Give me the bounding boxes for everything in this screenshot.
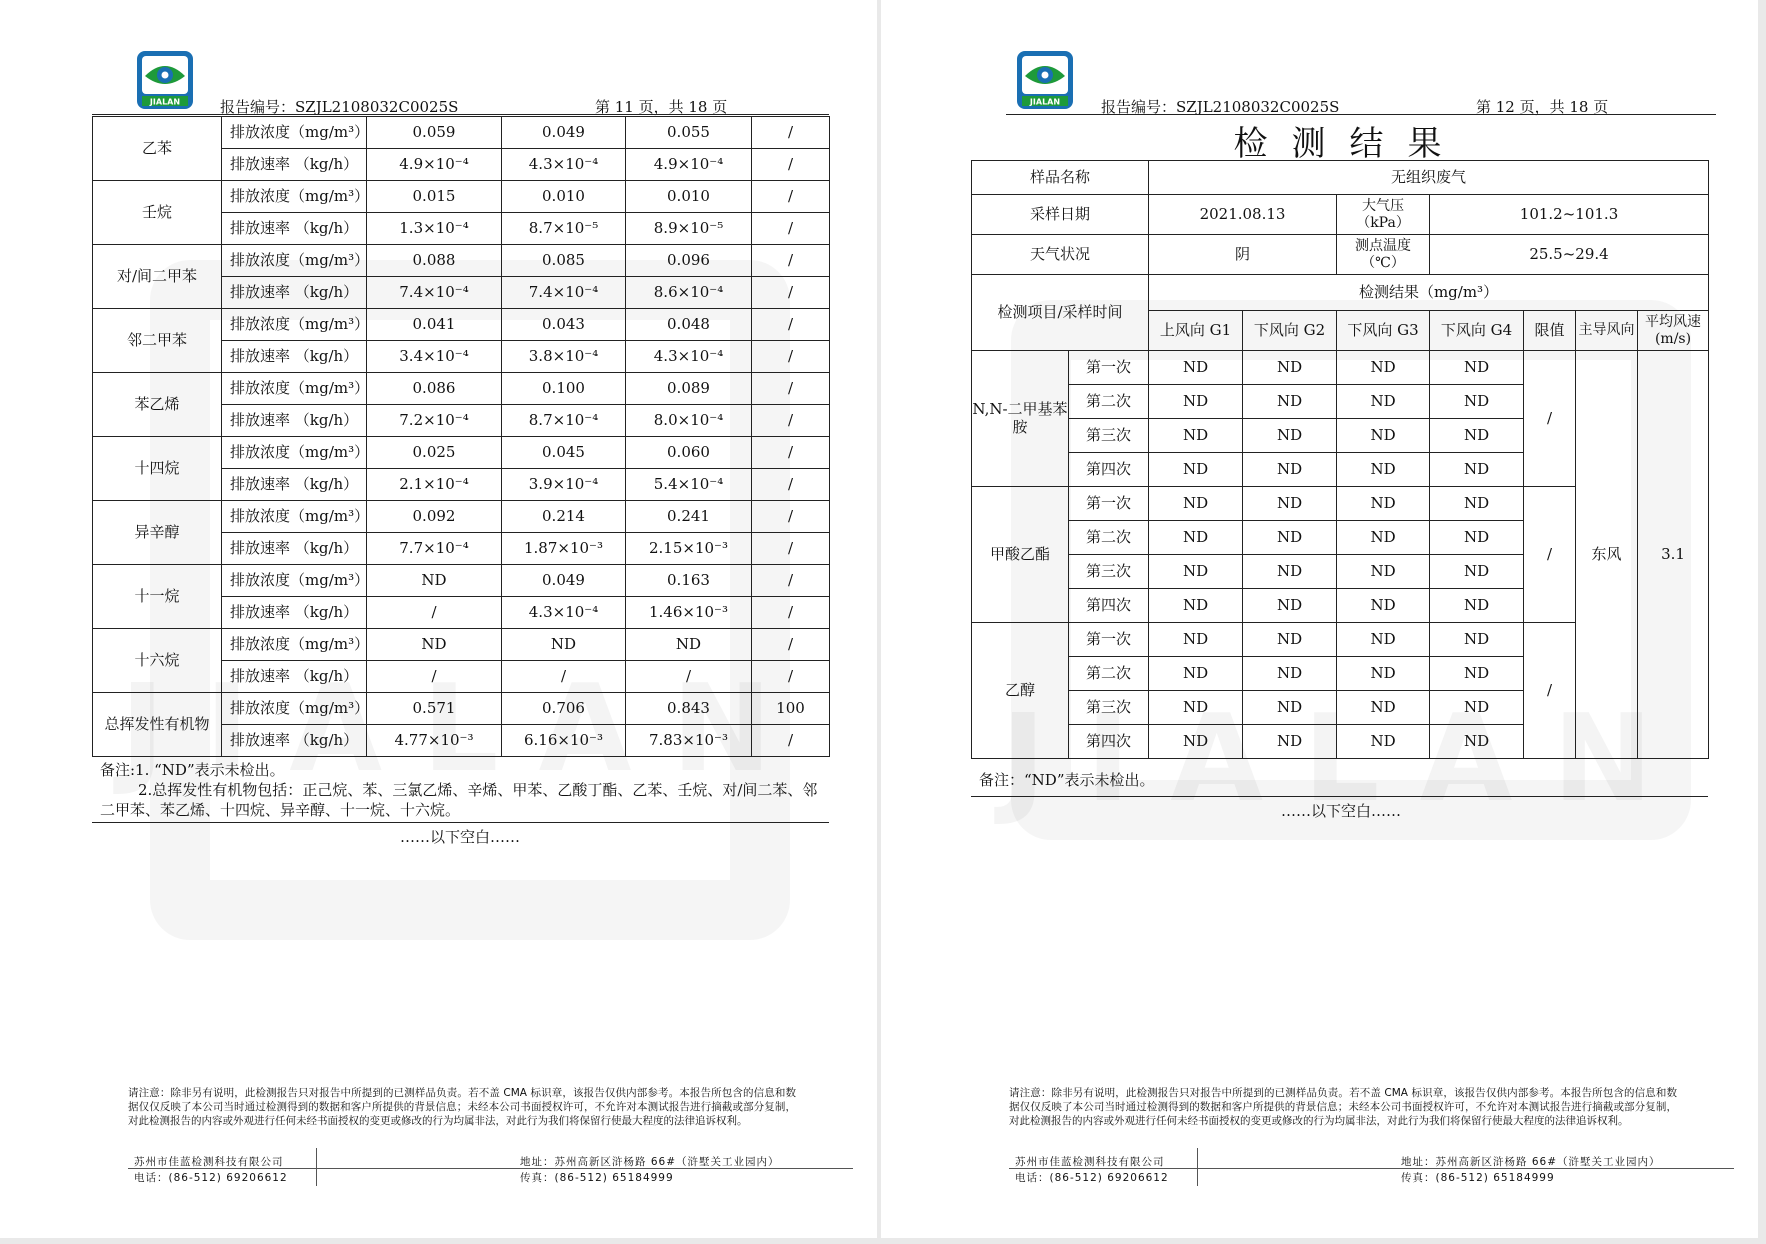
result-value: ND	[1430, 385, 1524, 419]
concentration-value: 0.010	[502, 181, 626, 213]
disclaimer: 请注意：除非另有说明，此检测报告只对报告中所提到的已测样品负责。若不盖 CMA 标识章，该报告仅供内部参考。本报告所包含的信息和数据仅仅反映了本公司当时通过检测得到的数据和客户所提供的背景信息；未经本公司书面授权许可，不允许对本测试报告进行摘截或部分复制，对此检测报告的内容或外观进行任何未经书面授权的变更或修改的行为均属非法，对此行为我们将保留行使最大程度的法律追诉权利。	[128, 1087, 796, 1127]
concentration-value: 0.085	[502, 245, 626, 277]
concentration-value: 0.706	[502, 693, 626, 725]
compound-name: 异辛醇	[93, 501, 222, 565]
limit-value: /	[1524, 351, 1576, 487]
pressure-label: 大气压（kPa）	[1337, 195, 1430, 235]
table-row	[93, 501, 830, 533]
table-row	[93, 693, 830, 725]
result-value: ND	[1243, 725, 1337, 759]
compound-name: 苯乙烯	[93, 373, 222, 437]
logo-wordmark	[136, 50, 194, 110]
rate-label: 排放速率 （kg/h）	[222, 213, 367, 245]
concentration-value: 0.092	[367, 501, 502, 533]
result-value: ND	[1149, 623, 1243, 657]
concentration-value: 0.048	[626, 309, 752, 341]
result-value: ND	[1149, 589, 1243, 623]
concentration-value: /	[752, 565, 830, 597]
page-number: 第 11 页，共 18 页	[595, 98, 728, 116]
result-value: ND	[1337, 521, 1430, 555]
rate-value: /	[367, 597, 502, 629]
rate-value: 7.4×10⁻⁴	[502, 277, 626, 309]
sampling-round: 第三次	[1069, 555, 1149, 589]
concentration-value: 0.241	[626, 501, 752, 533]
rate-label: 排放速率 （kg/h）	[222, 277, 367, 309]
concentration-value: 0.059	[367, 117, 502, 149]
rate-value: 7.83×10⁻³	[626, 725, 752, 757]
rate-value: 1.87×10⁻³	[502, 533, 626, 565]
concentration-value: /	[752, 629, 830, 661]
concentration-label: 排放浓度（mg/m³）	[222, 501, 367, 533]
concentration-value: 0.571	[367, 693, 502, 725]
wind-speed-header: 平均风速(m/s)	[1638, 311, 1709, 351]
sampling-date-label: 采样日期	[972, 195, 1149, 235]
result-value: ND	[1243, 419, 1337, 453]
result-value: ND	[1337, 691, 1430, 725]
wind-direction-header: 主导风向	[1576, 311, 1638, 351]
concentration-value: 0.088	[367, 245, 502, 277]
rate-value: 7.2×10⁻⁴	[367, 405, 502, 437]
rate-value: 5.4×10⁻⁴	[626, 469, 752, 501]
concentration-label: 排放浓度（mg/m³）	[222, 437, 367, 469]
concentration-value: 100	[752, 693, 830, 725]
result-value: ND	[1430, 487, 1524, 521]
rate-value: 8.6×10⁻⁴	[626, 277, 752, 309]
rate-label: 排放速率 （kg/h）	[222, 533, 367, 565]
concentration-value: 0.060	[626, 437, 752, 469]
logo-wordmark	[1016, 50, 1074, 110]
note-line-1: 备注:1. “ND”表示未检出。	[100, 761, 285, 779]
table-row	[93, 373, 830, 405]
result-value: ND	[1149, 521, 1243, 555]
concentration-value: ND	[367, 565, 502, 597]
report-page-12	[881, 0, 1758, 1238]
rate-value: 3.9×10⁻⁴	[502, 469, 626, 501]
rate-label: 排放速率 （kg/h）	[222, 405, 367, 437]
result-value: ND	[1430, 725, 1524, 759]
rate-value: /	[626, 661, 752, 693]
concentration-value: 0.049	[502, 117, 626, 149]
rate-value: 1.3×10⁻⁴	[367, 213, 502, 245]
temperature-value: 25.5~29.4	[1430, 235, 1709, 275]
result-value: ND	[1243, 555, 1337, 589]
footer-rule	[1009, 1168, 1734, 1169]
compound-name: 壬烷	[93, 181, 222, 245]
wind-speed-value: 3.1	[1638, 351, 1709, 759]
concentration-value: ND	[626, 629, 752, 661]
column-header: 下风向 G3	[1337, 311, 1430, 351]
note-bottom-rule	[92, 822, 829, 823]
concentration-value: /	[752, 501, 830, 533]
concentration-value: 0.041	[367, 309, 502, 341]
concentration-value: /	[752, 309, 830, 341]
header-rule	[1006, 114, 1716, 115]
result-unit-label: 检测结果（mg/m³）	[1149, 275, 1709, 311]
company-name: 苏州市佳蓝检测科技有限公司	[134, 1156, 284, 1168]
rate-value: 4.3×10⁻⁴	[626, 341, 752, 373]
rate-value: 7.7×10⁻⁴	[367, 533, 502, 565]
rate-value: /	[752, 341, 830, 373]
rate-label: 排放速率 （kg/h）	[222, 341, 367, 373]
sample-name-value: 无组织废气	[1149, 161, 1709, 195]
address: 地址：苏州高新区浒杨路 66#（浒墅关工业园内）	[520, 1156, 780, 1168]
result-value: ND	[1430, 555, 1524, 589]
emission-results-table	[92, 116, 830, 757]
rate-value: /	[752, 213, 830, 245]
rate-label: 排放速率 （kg/h）	[222, 725, 367, 757]
table-row	[93, 117, 830, 149]
row-sampling-date	[972, 195, 1709, 235]
table-row	[93, 629, 830, 661]
rate-value: 8.7×10⁻⁵	[502, 213, 626, 245]
result-value: ND	[1149, 385, 1243, 419]
compound-name: 十四烷	[93, 437, 222, 501]
result-value: ND	[1430, 453, 1524, 487]
table-row	[972, 351, 1709, 385]
fugitive-gas-results-table	[971, 160, 1709, 759]
sampling-round: 第一次	[1069, 623, 1149, 657]
concentration-value: 0.010	[626, 181, 752, 213]
rate-value: 2.15×10⁻³	[626, 533, 752, 565]
rate-value: 1.46×10⁻³	[626, 597, 752, 629]
rate-value: 3.8×10⁻⁴	[502, 341, 626, 373]
row-result-header	[972, 275, 1709, 311]
compound-name: 对/间二甲苯	[93, 245, 222, 309]
logo-text: JIALAN	[149, 97, 181, 107]
disclaimer: 请注意：除非另有说明，此检测报告只对报告中所提到的已测样品负责。若不盖 CMA 标识章，该报告仅供内部参考。本报告所包含的信息和数据仅仅反映了本公司当时通过检测得到的数据和客户所提供的背景信息；未经本公司书面授权许可，不允许对本测试报告进行摘截或部分复制，对此检测报告的内容或外观进行任何未经书面授权的变更或修改的行为均属非法，对此行为我们将保留行使最大程度的法律追诉权利。	[1009, 1087, 1677, 1127]
result-value: ND	[1149, 555, 1243, 589]
sample-name-label: 样品名称	[972, 161, 1149, 195]
concentration-label: 排放浓度（mg/m³）	[222, 693, 367, 725]
limit-value: /	[1524, 623, 1576, 759]
result-value: ND	[1337, 657, 1430, 691]
rate-value: 6.16×10⁻³	[502, 725, 626, 757]
page-title: 检测结果	[1233, 124, 1466, 164]
concentration-value: 0.214	[502, 501, 626, 533]
result-value: ND	[1430, 691, 1524, 725]
address: 地址：苏州高新区浒杨路 66#（浒墅关工业园内）	[1401, 1156, 1661, 1168]
rate-value: 4.77×10⁻³	[367, 725, 502, 757]
concentration-label: 排放浓度（mg/m³）	[222, 245, 367, 277]
compound-name: 乙苯	[93, 117, 222, 181]
wind-direction-value: 东风	[1576, 351, 1638, 759]
sampling-round: 第三次	[1069, 691, 1149, 725]
rate-value: 4.9×10⁻⁴	[367, 149, 502, 181]
compound-name: 总挥发性有机物	[93, 693, 222, 757]
rate-value: /	[752, 661, 830, 693]
concentration-value: /	[752, 437, 830, 469]
concentration-value: ND	[367, 629, 502, 661]
sampling-round: 第三次	[1069, 419, 1149, 453]
column-header: 上风向 G1	[1149, 311, 1243, 351]
concentration-label: 排放浓度（mg/m³）	[222, 181, 367, 213]
result-value: ND	[1243, 351, 1337, 385]
fax: 传真：(86-512) 65184999	[1401, 1172, 1555, 1184]
sampling-date-value: 2021.08.13	[1149, 195, 1337, 235]
rate-value: 2.1×10⁻⁴	[367, 469, 502, 501]
sampling-round: 第一次	[1069, 351, 1149, 385]
sampling-round: 第四次	[1069, 725, 1149, 759]
concentration-value: 0.163	[626, 565, 752, 597]
phone: 电话：(86-512) 69206612	[1015, 1172, 1169, 1184]
page-number: 第 12 页，共 18 页	[1476, 98, 1609, 116]
result-value: ND	[1430, 657, 1524, 691]
result-value: ND	[1149, 657, 1243, 691]
phone: 电话：(86-512) 69206612	[134, 1172, 288, 1184]
result-value: ND	[1149, 453, 1243, 487]
rate-value: /	[752, 277, 830, 309]
rate-value: /	[752, 149, 830, 181]
limit-value: /	[1524, 487, 1576, 623]
result-value: ND	[1243, 623, 1337, 657]
concentration-value: 0.049	[502, 565, 626, 597]
result-value: ND	[1149, 725, 1243, 759]
rate-value: 4.3×10⁻⁴	[502, 149, 626, 181]
concentration-value: 0.015	[367, 181, 502, 213]
note-line-2: 2.总挥发性有机物包括：正己烷、苯、三氯乙烯、辛烯、甲苯、乙酸丁酯、乙苯、壬烷、对/间二苯、邻	[138, 781, 818, 799]
compound-name: 十一烷	[93, 565, 222, 629]
report-number: 报告编号：SZJL2108032C0025S	[220, 98, 459, 116]
compound-name: 甲酸乙酯	[972, 487, 1069, 623]
sampling-round: 第二次	[1069, 385, 1149, 419]
result-value: ND	[1243, 589, 1337, 623]
concentration-value: /	[752, 373, 830, 405]
rate-value: 8.7×10⁻⁴	[502, 405, 626, 437]
concentration-value: 0.043	[502, 309, 626, 341]
pressure-value: 101.2~101.3	[1430, 195, 1709, 235]
result-value: ND	[1430, 589, 1524, 623]
result-value: ND	[1243, 691, 1337, 725]
result-value: ND	[1337, 589, 1430, 623]
rate-value: 7.4×10⁻⁴	[367, 277, 502, 309]
result-value: ND	[1337, 385, 1430, 419]
result-value: ND	[1337, 725, 1430, 759]
concentration-label: 排放浓度（mg/m³）	[222, 373, 367, 405]
concentration-value: 0.096	[626, 245, 752, 277]
result-value: ND	[1337, 453, 1430, 487]
concentration-value: 0.089	[626, 373, 752, 405]
compound-name: N,N-二甲基苯胺	[972, 351, 1069, 487]
concentration-value: /	[752, 181, 830, 213]
table-row	[93, 565, 830, 597]
table-row	[93, 181, 830, 213]
rate-value: /	[367, 661, 502, 693]
result-value: ND	[1337, 487, 1430, 521]
concentration-value: 0.045	[502, 437, 626, 469]
rate-value: /	[752, 469, 830, 501]
result-value: ND	[1337, 555, 1430, 589]
concentration-label: 排放浓度（mg/m³）	[222, 309, 367, 341]
table-note: 备注：“ND”表示未检出。	[979, 771, 1155, 789]
footer-divider	[1197, 1148, 1198, 1186]
result-value: ND	[1337, 351, 1430, 385]
result-value: ND	[1337, 419, 1430, 453]
rate-value: 8.0×10⁻⁴	[626, 405, 752, 437]
concentration-value: 0.025	[367, 437, 502, 469]
sampling-round: 第二次	[1069, 521, 1149, 555]
weather-label: 天气状况	[972, 235, 1149, 275]
company-name: 苏州市佳蓝检测科技有限公司	[1015, 1156, 1165, 1168]
concentration-label: 排放浓度（mg/m³）	[222, 117, 367, 149]
footer-divider	[316, 1148, 317, 1186]
compound-name: 邻二甲苯	[93, 309, 222, 373]
concentration-value: 0.843	[626, 693, 752, 725]
table-row	[93, 437, 830, 469]
result-value: ND	[1149, 487, 1243, 521]
result-value: ND	[1243, 657, 1337, 691]
sampling-round: 第二次	[1069, 657, 1149, 691]
result-value: ND	[1430, 351, 1524, 385]
concentration-value: 0.055	[626, 117, 752, 149]
report-page-11	[0, 0, 877, 1238]
result-value: ND	[1149, 691, 1243, 725]
rate-label: 排放速率 （kg/h）	[222, 661, 367, 693]
concentration-value: 0.086	[367, 373, 502, 405]
result-value: ND	[1337, 623, 1430, 657]
result-value: ND	[1430, 521, 1524, 555]
blank-below: ……以下空白……	[1281, 802, 1402, 820]
rate-value: 4.3×10⁻⁴	[502, 597, 626, 629]
fax: 传真：(86-512) 65184999	[520, 1172, 674, 1184]
rate-value: /	[752, 533, 830, 565]
table-row	[93, 309, 830, 341]
result-value: ND	[1149, 351, 1243, 385]
rate-value: 4.9×10⁻⁴	[626, 149, 752, 181]
note-bottom-rule	[971, 796, 1708, 797]
temperature-label: 测点温度（℃）	[1337, 235, 1430, 275]
rate-value: 3.4×10⁻⁴	[367, 341, 502, 373]
concentration-label: 排放浓度（mg/m³）	[222, 565, 367, 597]
report-number: 报告编号：SZJL2108032C0025S	[1101, 98, 1340, 116]
column-header: 下风向 G2	[1243, 311, 1337, 351]
column-header: 下风向 G4	[1430, 311, 1524, 351]
header-rule	[92, 114, 829, 115]
result-value: ND	[1243, 487, 1337, 521]
table-note	[100, 760, 825, 820]
concentration-value: /	[752, 245, 830, 277]
concentration-value: /	[752, 117, 830, 149]
row-sample-name	[972, 161, 1709, 195]
result-value: ND	[1243, 385, 1337, 419]
concentration-value: ND	[502, 629, 626, 661]
result-value: ND	[1243, 521, 1337, 555]
sampling-round: 第四次	[1069, 589, 1149, 623]
item-time-label: 检测项目/采样时间	[972, 275, 1149, 351]
logo-text: JIALAN	[1029, 97, 1061, 107]
blank-below: ……以下空白……	[400, 828, 521, 846]
compound-name: 乙醇	[972, 623, 1069, 759]
rate-value: /	[752, 725, 830, 757]
row-weather	[972, 235, 1709, 275]
rate-label: 排放速率 （kg/h）	[222, 469, 367, 501]
weather-value: 阴	[1149, 235, 1337, 275]
footer-rule	[128, 1168, 853, 1169]
concentration-value: 0.100	[502, 373, 626, 405]
rate-value: /	[752, 405, 830, 437]
note-line-3: 二甲苯、苯乙烯、十四烷、异辛醇、十一烷、十六烷。	[100, 801, 461, 819]
rate-label: 排放速率 （kg/h）	[222, 597, 367, 629]
limit-header: 限值	[1524, 311, 1576, 351]
sampling-round: 第一次	[1069, 487, 1149, 521]
result-value: ND	[1149, 419, 1243, 453]
result-value: ND	[1243, 453, 1337, 487]
rate-label: 排放速率 （kg/h）	[222, 149, 367, 181]
result-value: ND	[1430, 419, 1524, 453]
rate-value: 8.9×10⁻⁵	[626, 213, 752, 245]
sampling-round: 第四次	[1069, 453, 1149, 487]
rate-value: /	[502, 661, 626, 693]
compound-name: 十六烷	[93, 629, 222, 693]
result-value: ND	[1430, 623, 1524, 657]
concentration-label: 排放浓度（mg/m³）	[222, 629, 367, 661]
rate-value: /	[752, 597, 830, 629]
table-row	[93, 245, 830, 277]
